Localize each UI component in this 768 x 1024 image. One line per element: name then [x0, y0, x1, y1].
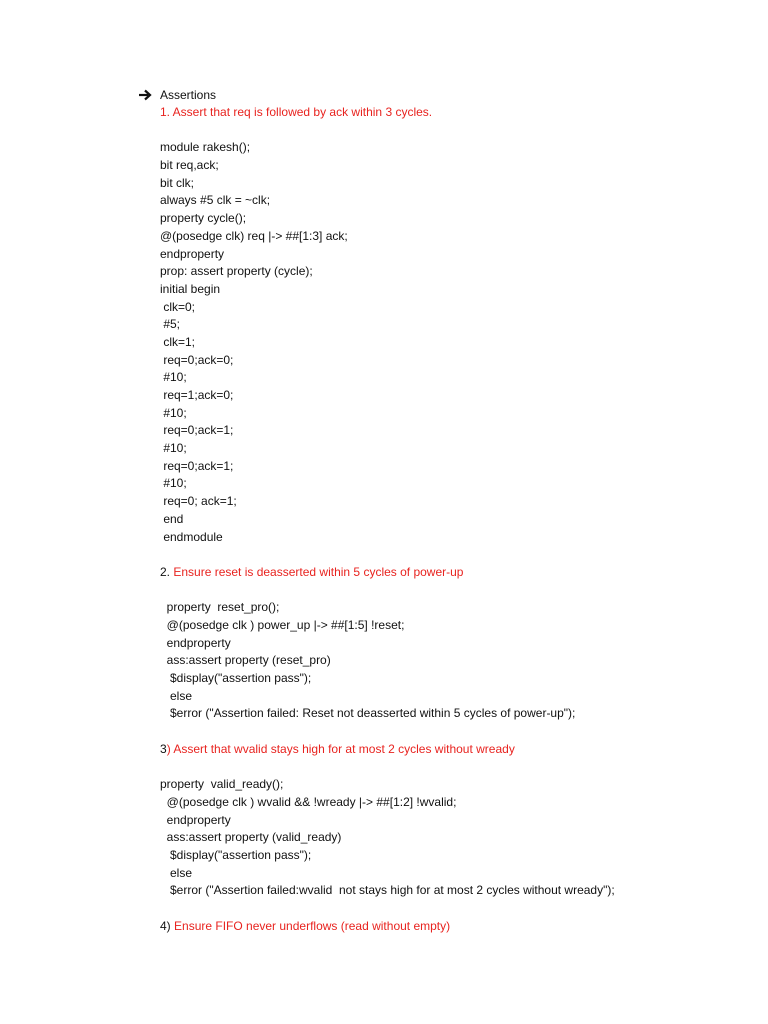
- code-line: req=0;ack=1;: [160, 458, 234, 473]
- arrow-right-icon: [138, 88, 152, 102]
- code-line: $display("assertion pass");: [160, 671, 312, 685]
- section-2-title: [160, 564, 760, 582]
- section-3-code: [160, 776, 760, 900]
- code-line: else: [160, 688, 193, 703]
- code-line: @(posedge clk) req |-> ##[1:3] ack;: [160, 228, 348, 243]
- code-line: module rakesh();: [160, 140, 251, 155]
- code-line: clk=0;: [160, 299, 196, 314]
- code-line: #10;: [160, 476, 187, 491]
- section-3-title: [160, 741, 760, 759]
- spacer: [160, 900, 760, 918]
- code-line: @(posedge clk ) wvalid && !wready |-> ##[1:2] !wvalid;: [160, 794, 457, 809]
- section-4-number: 4): [160, 918, 175, 933]
- heading-text: Assertions: [160, 88, 217, 102]
- code-line: property valid_ready();: [160, 777, 284, 792]
- spacer: [160, 582, 760, 600]
- code-line: req=1;ack=0;: [160, 388, 234, 402]
- code-line: #10;: [160, 405, 187, 420]
- code-line: req=0;ack=0;: [160, 352, 234, 367]
- spacer: [160, 546, 760, 564]
- code-line: endmodule: [160, 529, 223, 544]
- section-1-code: [160, 139, 760, 546]
- section-heading: [138, 86, 216, 104]
- code-line: bit clk;: [160, 175, 195, 190]
- code-line: #10;: [160, 370, 187, 385]
- code-line: req=0; ack=1;: [160, 494, 237, 509]
- code-line: always #5 clk = ~clk;: [160, 193, 271, 208]
- code-line: $display("assertion pass");: [160, 847, 312, 862]
- code-line: clk=1;: [160, 334, 196, 349]
- code-line: endproperty: [160, 635, 231, 650]
- code-line: prop: assert property (cycle);: [160, 264, 313, 279]
- code-line: initial begin: [160, 281, 221, 296]
- document-content: [160, 104, 760, 935]
- code-line: property reset_pro();: [160, 600, 280, 615]
- section-4-title: [160, 918, 760, 936]
- section-2-title-text: Ensure reset is deasserted within 5 cycles of power-up: [173, 564, 464, 579]
- code-line: @(posedge clk ) power_up |-> ##[1:5] !reset;: [160, 617, 405, 632]
- section-2-code: [160, 599, 760, 723]
- code-line: endproperty: [160, 812, 231, 827]
- code-line: else: [160, 865, 193, 880]
- section-1-title: 1. Assert that req is followed by ack within 3 cycles.: [160, 105, 433, 119]
- section-3-number: 3: [160, 741, 167, 756]
- code-line: $error ("Assertion failed:wvalid not stays high for at most 2 cycles without wready");: [160, 883, 615, 898]
- spacer: [160, 122, 760, 140]
- code-line: ass:assert property (valid_ready): [160, 830, 342, 845]
- code-line: $error ("Assertion failed: Reset not deasserted within 5 cycles of power-up");: [160, 706, 576, 721]
- code-line: endproperty: [160, 246, 225, 261]
- code-line: #10;: [160, 441, 187, 456]
- code-line: property cycle();: [160, 211, 247, 226]
- code-line: end: [160, 511, 184, 526]
- section-4-title-text: Ensure FIFO never underflows (read without empty): [174, 918, 451, 933]
- section-3-title-text: ) Assert that wvalid stays high for at most 2 cycles without wready: [166, 741, 515, 756]
- code-line: req=0;ack=1;: [160, 423, 234, 438]
- code-line: #5;: [160, 317, 181, 332]
- spacer: [160, 758, 760, 776]
- code-line: bit req,ack;: [160, 158, 219, 173]
- code-line: ass:assert property (reset_pro): [160, 653, 331, 668]
- spacer: [160, 723, 760, 741]
- section-2-number: 2.: [160, 564, 174, 579]
